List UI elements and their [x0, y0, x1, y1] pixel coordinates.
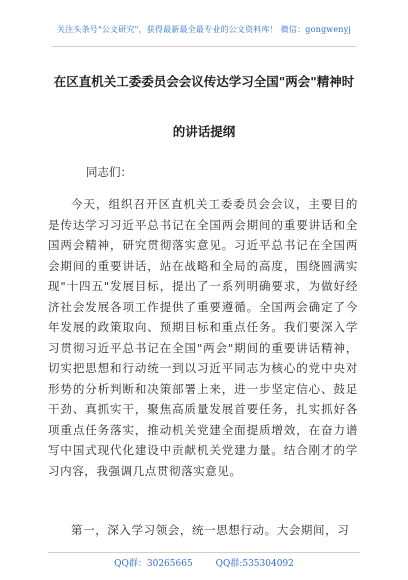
greeting: 同志们： [86, 165, 132, 179]
document-title-line2: 的讲话提纲 [172, 124, 236, 139]
footer-divider [48, 552, 360, 553]
footer [0, 556, 408, 569]
footer-qq-group-2: QQ群:535304092 [215, 559, 294, 569]
header-divider [52, 46, 356, 47]
document-title-line1: 在区直机关工委委员会会议传达学习全国"两会"精神时 [53, 74, 355, 89]
header-promo-note: 关注头条号"公文研究"，获得最新最全最专业的公文资料库！ 微信：gongwenyj [56, 25, 352, 34]
footer-qq-group-1: QQ群：30265665 [114, 559, 193, 569]
paragraph-1: 今天，组织召开区直机关工委委员会会议，主要目的是传达学习习近平总书记在全国两会期间的重要讲话和全国两会精神，研究贯彻落实意见。习近平总书记在全国两会期间的重要讲话，站在战略和全局的高度，围绕圆满实现"十四五"发展目标，提出了一系列明确要求，为做好经济社会发展各项工作提供了重要遵循。全国两会确定了今年发展的政策取向、预期目标和重点任务。我们要深入学习贯彻习近平总书记在全国"两会"期间的重要讲话精神，切实把思想和行动统一到以习近平同志为核心的党中央对形势的分析判断和决策部署上来，进一步坚定信心、鼓足干劲、真抓实干，聚焦高质量发展首要任务，扎实抓好各项重点任务落实，推动机关党建全面提质增效，在奋力谱写中国式现代化建设中贡献机关党建力量。结合刚才的学习内容，我强调几点贯彻落实意见。 [48, 197, 358, 478]
paragraph-2: 第一，深入学习领会，统一思想行动。大会期间，习 [71, 523, 350, 537]
